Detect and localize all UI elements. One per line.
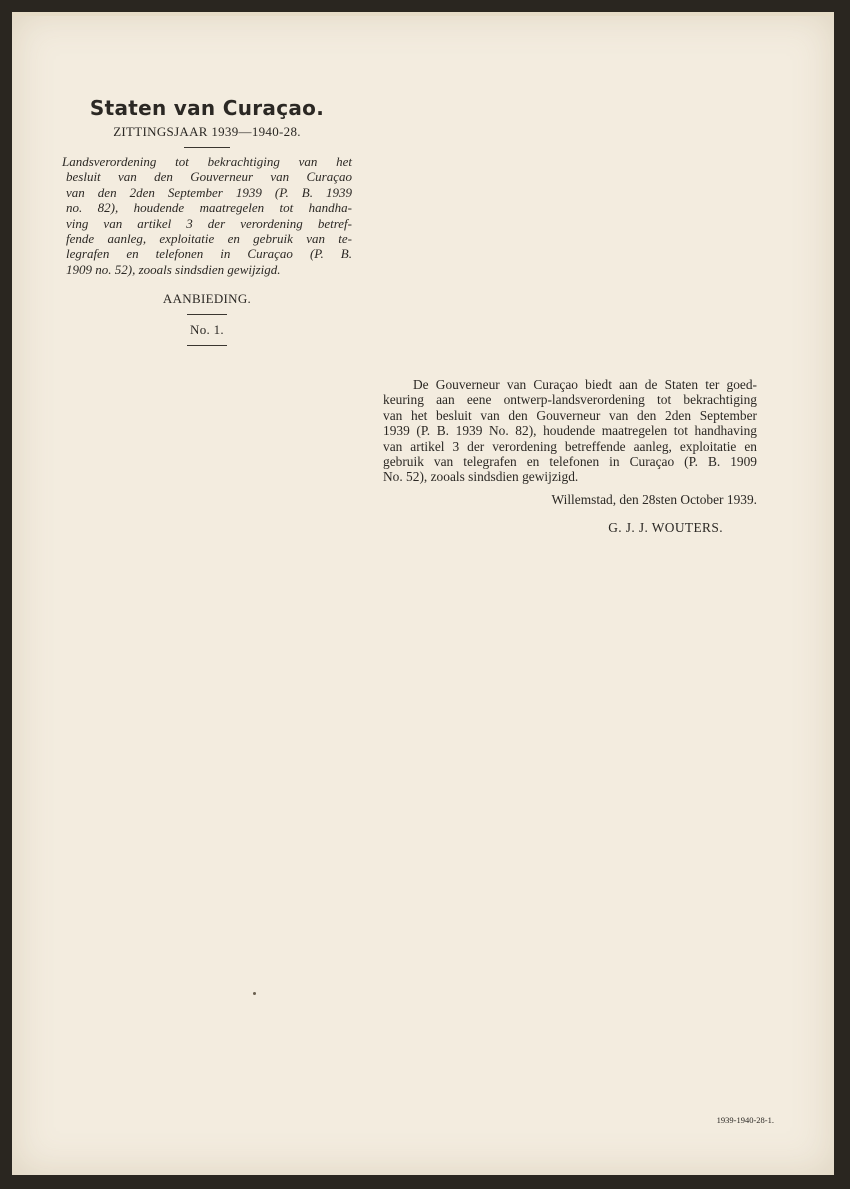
subject-line: van den 2den September 1939 (P. B. 1939 [66,184,352,200]
header-block [62,96,352,346]
subject-line: legrafen en telefonen in Curaçao (P. B. [66,246,352,262]
body-line: De Gouverneur van Curaçao biedt aan de Staten ter goed- [413,377,757,392]
body-line: 1939 (P. B. 1939 No. 82), houdende maatregelen tot handhaving [383,423,757,439]
document-title: Staten van Curaçao. [89,96,325,120]
divider [187,345,227,346]
place-and-date: Willemstad, den 28sten October 1939. [551,492,757,507]
subject-line: 1909 no. 52), zooals sindsdien gewijzigd. [66,261,281,277]
divider [184,147,230,148]
document-number: No. 1. [190,322,224,338]
page-reference: 1939-1940-28-1. [716,1115,774,1125]
subject-line: no. 82), houdende maatregelen tot handha- [66,200,352,216]
page-top-edge [12,12,834,16]
body-line: van artikel 3 der verordening betreffende aanleg, exploitatie en [383,438,757,454]
body-line: No. 52), zooals sindsdien gewijzigd. [383,469,579,485]
session-year: ZITTINGSJAAR 1939—1940-28. [113,124,301,139]
subject-line: besluit van den Gouverneur van Curaçao [66,169,352,185]
subject-description [62,154,352,277]
divider [187,314,227,315]
body-line: van het besluit van den Gouverneur van den 2den September [383,407,757,423]
subject-line: Landsverordening tot bekrachtiging van het [62,154,352,169]
subject-line: fende aanleg, exploitatie en gebruik van te- [66,231,352,247]
signature: G. J. J. WOUTERS. [608,520,723,535]
body-line: gebruik van telegrafen en telefonen in Curaçao (P. B. 1909 [383,454,757,470]
body-line: keuring aan eene ontwerp-landsverordening tot bekrachtiging [383,392,757,408]
subject-line: ving van artikel 3 der verordening betref- [66,215,352,231]
offer-body [383,377,757,485]
paper-speck [253,992,256,995]
offer-label: AANBIEDING. [162,291,252,307]
